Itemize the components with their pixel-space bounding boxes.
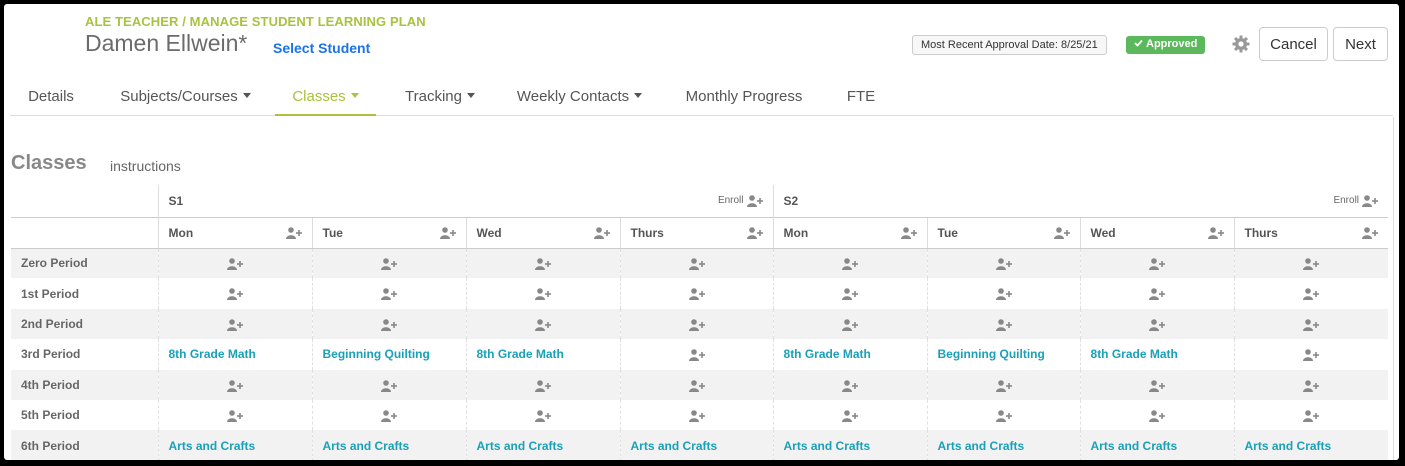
breadcrumb: ALE TEACHER / MANAGE STUDENT LEARNING PLAN — [85, 14, 426, 29]
empty-slot — [927, 370, 1080, 400]
add-user-icon[interactable] — [996, 380, 1012, 392]
add-user-icon[interactable] — [381, 288, 397, 300]
add-user-icon[interactable] — [227, 288, 243, 300]
caret-down-icon — [634, 93, 642, 98]
empty-slot — [927, 400, 1080, 430]
empty-slot — [312, 278, 466, 308]
empty-slot — [1080, 278, 1234, 308]
day-label: Mon — [783, 225, 809, 240]
empty-slot — [312, 400, 466, 430]
empty-slot — [466, 400, 620, 430]
add-user-icon[interactable] — [1149, 380, 1165, 392]
empty-slot — [1080, 248, 1234, 278]
empty-slot — [466, 278, 620, 308]
period-label: 3rd Period — [21, 347, 81, 362]
add-user-icon[interactable] — [1149, 258, 1165, 270]
course-link[interactable]: 8th Grade Math — [158, 339, 312, 369]
add-user-icon[interactable] — [689, 349, 705, 361]
enroll-label: Enroll — [717, 195, 744, 207]
add-user-icon[interactable] — [535, 258, 551, 270]
add-user-icon[interactable] — [381, 258, 397, 270]
add-user-icon[interactable] — [842, 319, 858, 331]
gear-icon[interactable] — [1231, 34, 1251, 54]
day-label: Tue — [937, 225, 958, 240]
table-row — [11, 248, 1388, 278]
empty-slot — [1234, 309, 1388, 339]
course-link[interactable]: Beginning Quilting — [312, 339, 466, 369]
empty-slot — [312, 309, 466, 339]
tab-details[interactable] — [10, 76, 92, 116]
classes-grid — [11, 185, 1388, 460]
empty-slot — [312, 370, 466, 400]
add-user-icon[interactable] — [381, 380, 397, 392]
add-user-icon[interactable] — [689, 288, 705, 300]
student-name: Damen Ellwein* — [85, 30, 248, 56]
day-header-row — [11, 217, 1388, 248]
day-label: Thurs — [630, 225, 664, 240]
tab-bar — [10, 76, 1393, 116]
cancel-button[interactable]: Cancel — [1259, 27, 1328, 61]
empty-slot — [773, 309, 927, 339]
empty-slot — [158, 248, 312, 278]
empty-slot — [1080, 370, 1234, 400]
add-user-icon[interactable] — [227, 258, 243, 270]
course-link[interactable]: Arts and Crafts — [466, 430, 620, 460]
caret-down-icon — [467, 93, 475, 98]
semester-label: S2 — [783, 193, 799, 208]
day-header-thurs — [620, 217, 773, 248]
course-link[interactable]: Arts and Crafts — [158, 430, 312, 460]
add-user-icon[interactable] — [1208, 227, 1224, 239]
tab-weekly-contacts[interactable] — [507, 76, 652, 116]
add-user-icon[interactable] — [1303, 380, 1319, 392]
day-header-mon — [773, 217, 927, 248]
empty-slot — [1234, 339, 1388, 369]
table-row — [11, 430, 1388, 460]
enroll-button-s2[interactable] — [1333, 195, 1378, 207]
empty-slot — [773, 278, 927, 308]
empty-slot — [773, 248, 927, 278]
status-badge — [1126, 36, 1205, 54]
empty-slot — [158, 400, 312, 430]
day-header-wed — [1080, 217, 1234, 248]
period-label: 6th Period — [21, 438, 80, 453]
empty-slot — [158, 309, 312, 339]
status-label: Approved — [1146, 38, 1198, 50]
check-icon — [1134, 39, 1143, 47]
main-content — [10, 117, 1394, 460]
add-user-icon[interactable] — [1303, 258, 1319, 270]
table-row — [11, 339, 1388, 369]
add-user-icon[interactable] — [535, 380, 551, 392]
add-user-icon[interactable] — [842, 258, 858, 270]
add-user-icon[interactable] — [1054, 227, 1070, 239]
empty-slot — [773, 370, 927, 400]
app-window — [4, 4, 1399, 460]
course-link[interactable]: Arts and Crafts — [773, 430, 927, 460]
semester-header-s2 — [773, 185, 1388, 217]
add-user-icon[interactable] — [996, 410, 1012, 422]
tab-label: Classes — [292, 88, 346, 105]
empty-slot — [927, 278, 1080, 308]
empty-slot — [466, 248, 620, 278]
add-user-icon[interactable] — [286, 227, 302, 239]
add-user-icon[interactable] — [227, 319, 243, 331]
approval-date-badge: Most Recent Approval Date: 8/25/21 — [912, 35, 1107, 55]
add-user-icon[interactable] — [842, 410, 858, 422]
day-label: Tue — [322, 225, 343, 240]
empty-slot — [620, 400, 773, 430]
add-user-icon[interactable] — [594, 227, 610, 239]
add-user-icon[interactable] — [227, 410, 243, 422]
enroll-label: Enroll — [1333, 195, 1360, 207]
tab-label: FTE — [846, 88, 876, 105]
semester-label: S1 — [168, 193, 184, 208]
tab-label: Monthly Progress — [685, 88, 803, 105]
empty-slot — [620, 278, 773, 308]
day-header-wed — [466, 217, 620, 248]
empty-slot — [1234, 248, 1388, 278]
empty-slot — [466, 370, 620, 400]
empty-slot — [158, 278, 312, 308]
day-label: Wed — [476, 225, 502, 240]
add-user-icon[interactable] — [1303, 319, 1319, 331]
empty-slot — [1234, 278, 1388, 308]
add-user-icon[interactable] — [689, 258, 705, 270]
add-user-icon[interactable] — [996, 319, 1012, 331]
empty-slot — [466, 309, 620, 339]
day-header-mon — [158, 217, 312, 248]
add-user-icon[interactable] — [1149, 410, 1165, 422]
add-user-icon[interactable] — [901, 227, 917, 239]
semester-header-row — [11, 185, 1388, 217]
tab-classes[interactable] — [275, 76, 376, 116]
course-link[interactable]: Arts and Crafts — [312, 430, 466, 460]
tab-monthly-progress[interactable] — [676, 76, 812, 116]
empty-slot — [620, 339, 773, 369]
add-user-icon[interactable] — [747, 227, 763, 239]
empty-slot — [1234, 370, 1388, 400]
course-link[interactable]: 8th Grade Math — [773, 339, 927, 369]
empty-slot — [312, 248, 466, 278]
tab-label: Tracking — [405, 88, 462, 105]
empty-slot — [1234, 400, 1388, 430]
tab-label: Details — [28, 88, 74, 105]
period-label: 5th Period — [21, 408, 80, 423]
add-user-icon[interactable] — [535, 410, 551, 422]
corner-cell — [11, 185, 158, 217]
day-label: Wed — [1090, 225, 1116, 240]
add-user-icon[interactable] — [535, 319, 551, 331]
course-link[interactable]: Arts and Crafts — [927, 430, 1080, 460]
add-user-icon[interactable] — [1303, 410, 1319, 422]
select-student-link[interactable]: Select Student — [273, 40, 371, 56]
table-row — [11, 309, 1388, 339]
table-row — [11, 370, 1388, 400]
day-header-tue — [927, 217, 1080, 248]
add-user-icon — [1362, 195, 1378, 207]
add-user-icon[interactable] — [996, 288, 1012, 300]
course-link[interactable]: 8th Grade Math — [1080, 339, 1234, 369]
add-user-icon[interactable] — [996, 258, 1012, 270]
caret-down-icon — [243, 93, 251, 98]
add-user-icon[interactable] — [535, 288, 551, 300]
table-row — [11, 278, 1388, 308]
add-user-icon[interactable] — [1149, 319, 1165, 331]
empty-slot — [158, 370, 312, 400]
empty-slot — [620, 248, 773, 278]
add-user-icon[interactable] — [842, 380, 858, 392]
add-user-icon[interactable] — [689, 380, 705, 392]
add-user-icon[interactable] — [440, 227, 456, 239]
add-user-icon[interactable] — [227, 380, 243, 392]
add-user-icon[interactable] — [1149, 288, 1165, 300]
add-user-icon[interactable] — [842, 288, 858, 300]
tab-fte[interactable] — [836, 76, 886, 116]
empty-slot — [620, 370, 773, 400]
enroll-button-s1[interactable] — [718, 195, 763, 207]
period-label: 4th Period — [21, 377, 80, 392]
add-user-icon[interactable] — [689, 319, 705, 331]
add-user-icon — [747, 195, 763, 207]
semester-header-s1 — [158, 185, 773, 217]
table-row — [11, 400, 1388, 430]
add-user-icon[interactable] — [381, 410, 397, 422]
empty-slot — [1080, 400, 1234, 430]
add-user-icon[interactable] — [381, 319, 397, 331]
day-header-thurs — [1234, 217, 1388, 248]
tab-subjects-courses[interactable] — [110, 76, 261, 116]
period-label: Zero Period — [21, 256, 88, 271]
add-user-icon[interactable] — [1362, 227, 1378, 239]
course-link[interactable]: 8th Grade Math — [466, 339, 620, 369]
empty-slot — [773, 400, 927, 430]
add-user-icon[interactable] — [1303, 288, 1319, 300]
tab-label: Subjects/Courses — [120, 88, 238, 105]
empty-slot — [927, 309, 1080, 339]
day-header-tue — [312, 217, 466, 248]
tab-tracking[interactable] — [395, 76, 485, 116]
course-link[interactable]: Arts and Crafts — [1234, 430, 1388, 460]
tab-label: Weekly Contacts — [516, 88, 630, 105]
empty-slot — [620, 309, 773, 339]
corner-cell — [11, 217, 158, 248]
period-label: 1st Period — [21, 286, 80, 301]
caret-down-icon — [351, 93, 359, 98]
period-label: 2nd Period — [21, 316, 84, 331]
next-button[interactable]: Next — [1333, 27, 1388, 61]
grid-body — [11, 248, 1388, 460]
day-label: Thurs — [1244, 225, 1278, 240]
empty-slot — [927, 248, 1080, 278]
add-user-icon[interactable] — [1303, 349, 1319, 361]
course-link[interactable]: Arts and Crafts — [1080, 430, 1234, 460]
course-link[interactable]: Arts and Crafts — [620, 430, 773, 460]
instructions-link[interactable]: instructions — [110, 158, 181, 174]
empty-slot — [1080, 309, 1234, 339]
add-user-icon[interactable] — [689, 410, 705, 422]
course-link[interactable]: Beginning Quilting — [927, 339, 1080, 369]
page-title: Classes — [11, 152, 87, 174]
day-label: Mon — [168, 225, 194, 240]
